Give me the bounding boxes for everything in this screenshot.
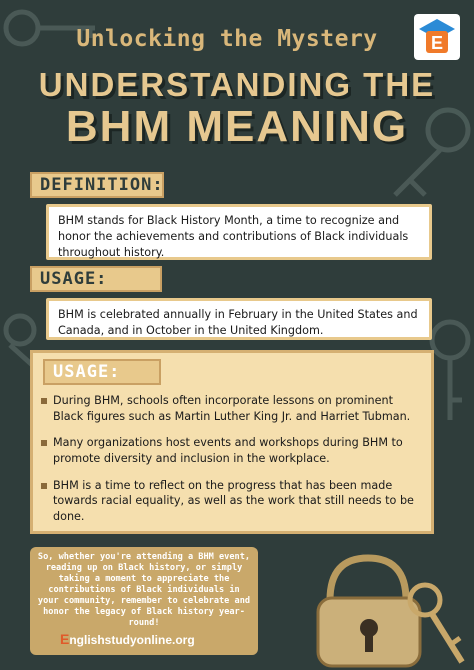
usage-label-2: USAGE:	[43, 359, 161, 385]
title-line-2: BHM MEANING	[65, 102, 409, 151]
definition-text: BHM stands for Black History Month, a time to recognize and honor the achievements and contributions of Black individuals throughout history.	[58, 214, 409, 260]
list-item: Many organizations host events and workshops during BHM to promote diversity and inclusion in the workplace.	[41, 435, 423, 466]
usage-panel	[30, 350, 434, 534]
usage-card-1	[46, 298, 432, 340]
bullet-icon	[41, 440, 47, 446]
usage-label-1: USAGE:	[30, 266, 162, 292]
list-item: BHM is a time to reflect on the progress that has been made towards racial equality, as well as the work that still needs to be done.	[41, 478, 423, 525]
padlock-key-icon	[318, 558, 462, 666]
subtitle: Unlocking the Mystery	[76, 26, 378, 52]
title-line-1: UNDERSTANDING THE	[38, 66, 436, 103]
definition-label: DEFINITION:	[30, 172, 164, 198]
bullet-icon	[41, 398, 47, 404]
closing-text: So, whether you're attending a BHM event, reading up on Black history, or simply taking a moment to appreciate the contributions of Black individuals in your community, remember to celebrate and honor the legacy of Black history year-round!	[37, 552, 251, 628]
usage-list	[41, 393, 423, 536]
usage-text-1: BHM is celebrated annually in February in the United States and Canada, and in October in the United Kingdom.	[58, 308, 418, 338]
definition-card	[46, 204, 432, 260]
list-item: During BHM, schools often incorporate lessons on prominent Black figures such as Martin Luther King Jr. and Harriet Tubman.	[41, 393, 423, 424]
bullet-icon	[41, 483, 47, 489]
svg-text:E: E	[430, 33, 444, 53]
brand-url[interactable]: Englishstudyonline.org	[60, 631, 195, 647]
